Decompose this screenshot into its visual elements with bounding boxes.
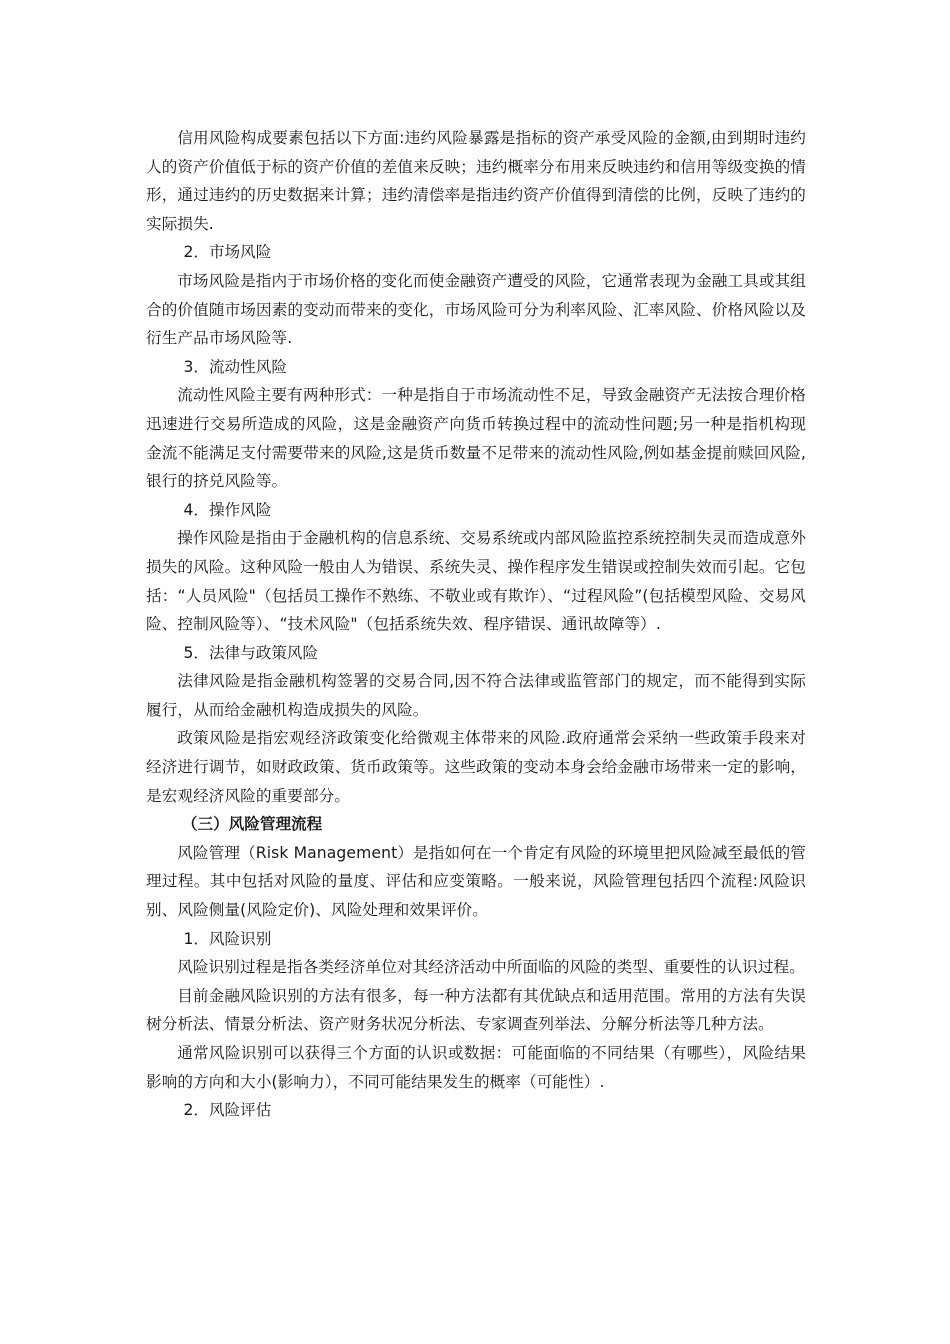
heading-risk-assessment: 2．风险评估 (183, 1101, 272, 1120)
section-heading-risk-management-process: （三）风险管理流程 (181, 815, 323, 834)
heading-operational-risk: 4．操作风险 (183, 500, 272, 519)
document-body (146, 124, 806, 1125)
heading-legal-policy-risk: 5．法律与政策风险 (183, 643, 319, 662)
paragraph-operational-risk: 操作风险是指由于金融机构的信息系统、交易系统或内部风险监控系统控制失灵而造成意外损失的风险。这种风险一般由人为错误、系统失灵、操作程序发生错误或控制失效而引起。它包括：“人员风险"（包括员工操作不熟练、不敬业或有欺诈）、“过程风险”(包括模型风险、交易风险、控制风险等）、“技术风险"（包括系统失效、程序错误、通讯故障等）. (146, 529, 806, 634)
paragraph-credit-risk-elements: 信用风险构成要素包括以下方面:违约风险暴露是指标的资产承受风险的金额,由到期时违约人的资产价值低于标的资产价值的差值来反映；违约概率分布用来反映违约和信用等级变换的情形，通过违约的历史数据来计算；违约清偿率是指违约资产价值得到清偿的比例，反映了违约的实际损失. (146, 129, 806, 233)
paragraph-risk-identification-process: 风险识别过程是指各类经济单位对其经济活动中所面临的风险的类型、重要性的认识过程。 (177, 958, 805, 977)
heading-market-risk: 2．市场风险 (183, 243, 272, 262)
paragraph-legal-risk: 法律风险是指金融机构签署的交易合同,因不符合法律或监管部门的规定，而不能得到实际履行，从而给金融机构造成损失的风险。 (146, 672, 806, 719)
paragraph-risk-identification-methods: 目前金融风险识别的方法有很多，每一种方法都有其优缺点和适用范围。常用的方法有失误树分析法、情景分析法、资产财务状况分析法、专家调查列举法、分解分析法等几种方法。 (146, 986, 806, 1034)
paragraph-policy-risk: 政策风险是指宏观经济政策变化给微观主体带来的风险.政府通常会采纳一些政策手段来对经济进行调节，如财政政策、货币政策等。这些政策的变动本身会给金融市场带来一定的影响，是宏观经济风险的重要部分。 (146, 729, 806, 805)
paragraph-market-risk: 市场风险是指内于市场价格的变化而使金融资产遭受的风险，它通常表现为金融工具或其组合的价值随市场因素的变动而带来的变化，市场风险可分为利率风险、汇率风险、价格风险以及衍生产品市场风险等. (146, 271, 806, 348)
paragraph-risk-identification-results: 通常风险识别可以获得三个方面的认识或数据：可能面临的不同结果（有哪些），风险结果影响的方向和大小(影响力），不同可能结果发生的概率（可能性）. (146, 1044, 806, 1091)
paragraph-liquidity-risk: 流动性风险主要有两种形式：一种是指自于市场流动性不足，导致金融资产无法按合理价格迅速进行交易所造成的风险，这是金融资产向货币转换过程中的流动性问题;另一种是指机构现金流不能满足支付需要带来的风险,这是货币数量不足带来的流动性风险,例如基金提前赎回风险,银行的挤兑风险等。 (146, 386, 806, 491)
paragraph-risk-management-definition: 风险管理（Risk Management）是指如何在一个肯定有风险的环境里把风险减至最低的管理过程。其中包括对风险的量度、评估和应变策略。一般来说，风险管理包括四个流程:风险识别、风险侧量(风险定价)、风险处理和效果评价。 (146, 843, 806, 920)
heading-risk-identification: 1．风险识别 (183, 929, 272, 948)
heading-liquidity-risk: 3．流动性风险 (183, 357, 287, 376)
